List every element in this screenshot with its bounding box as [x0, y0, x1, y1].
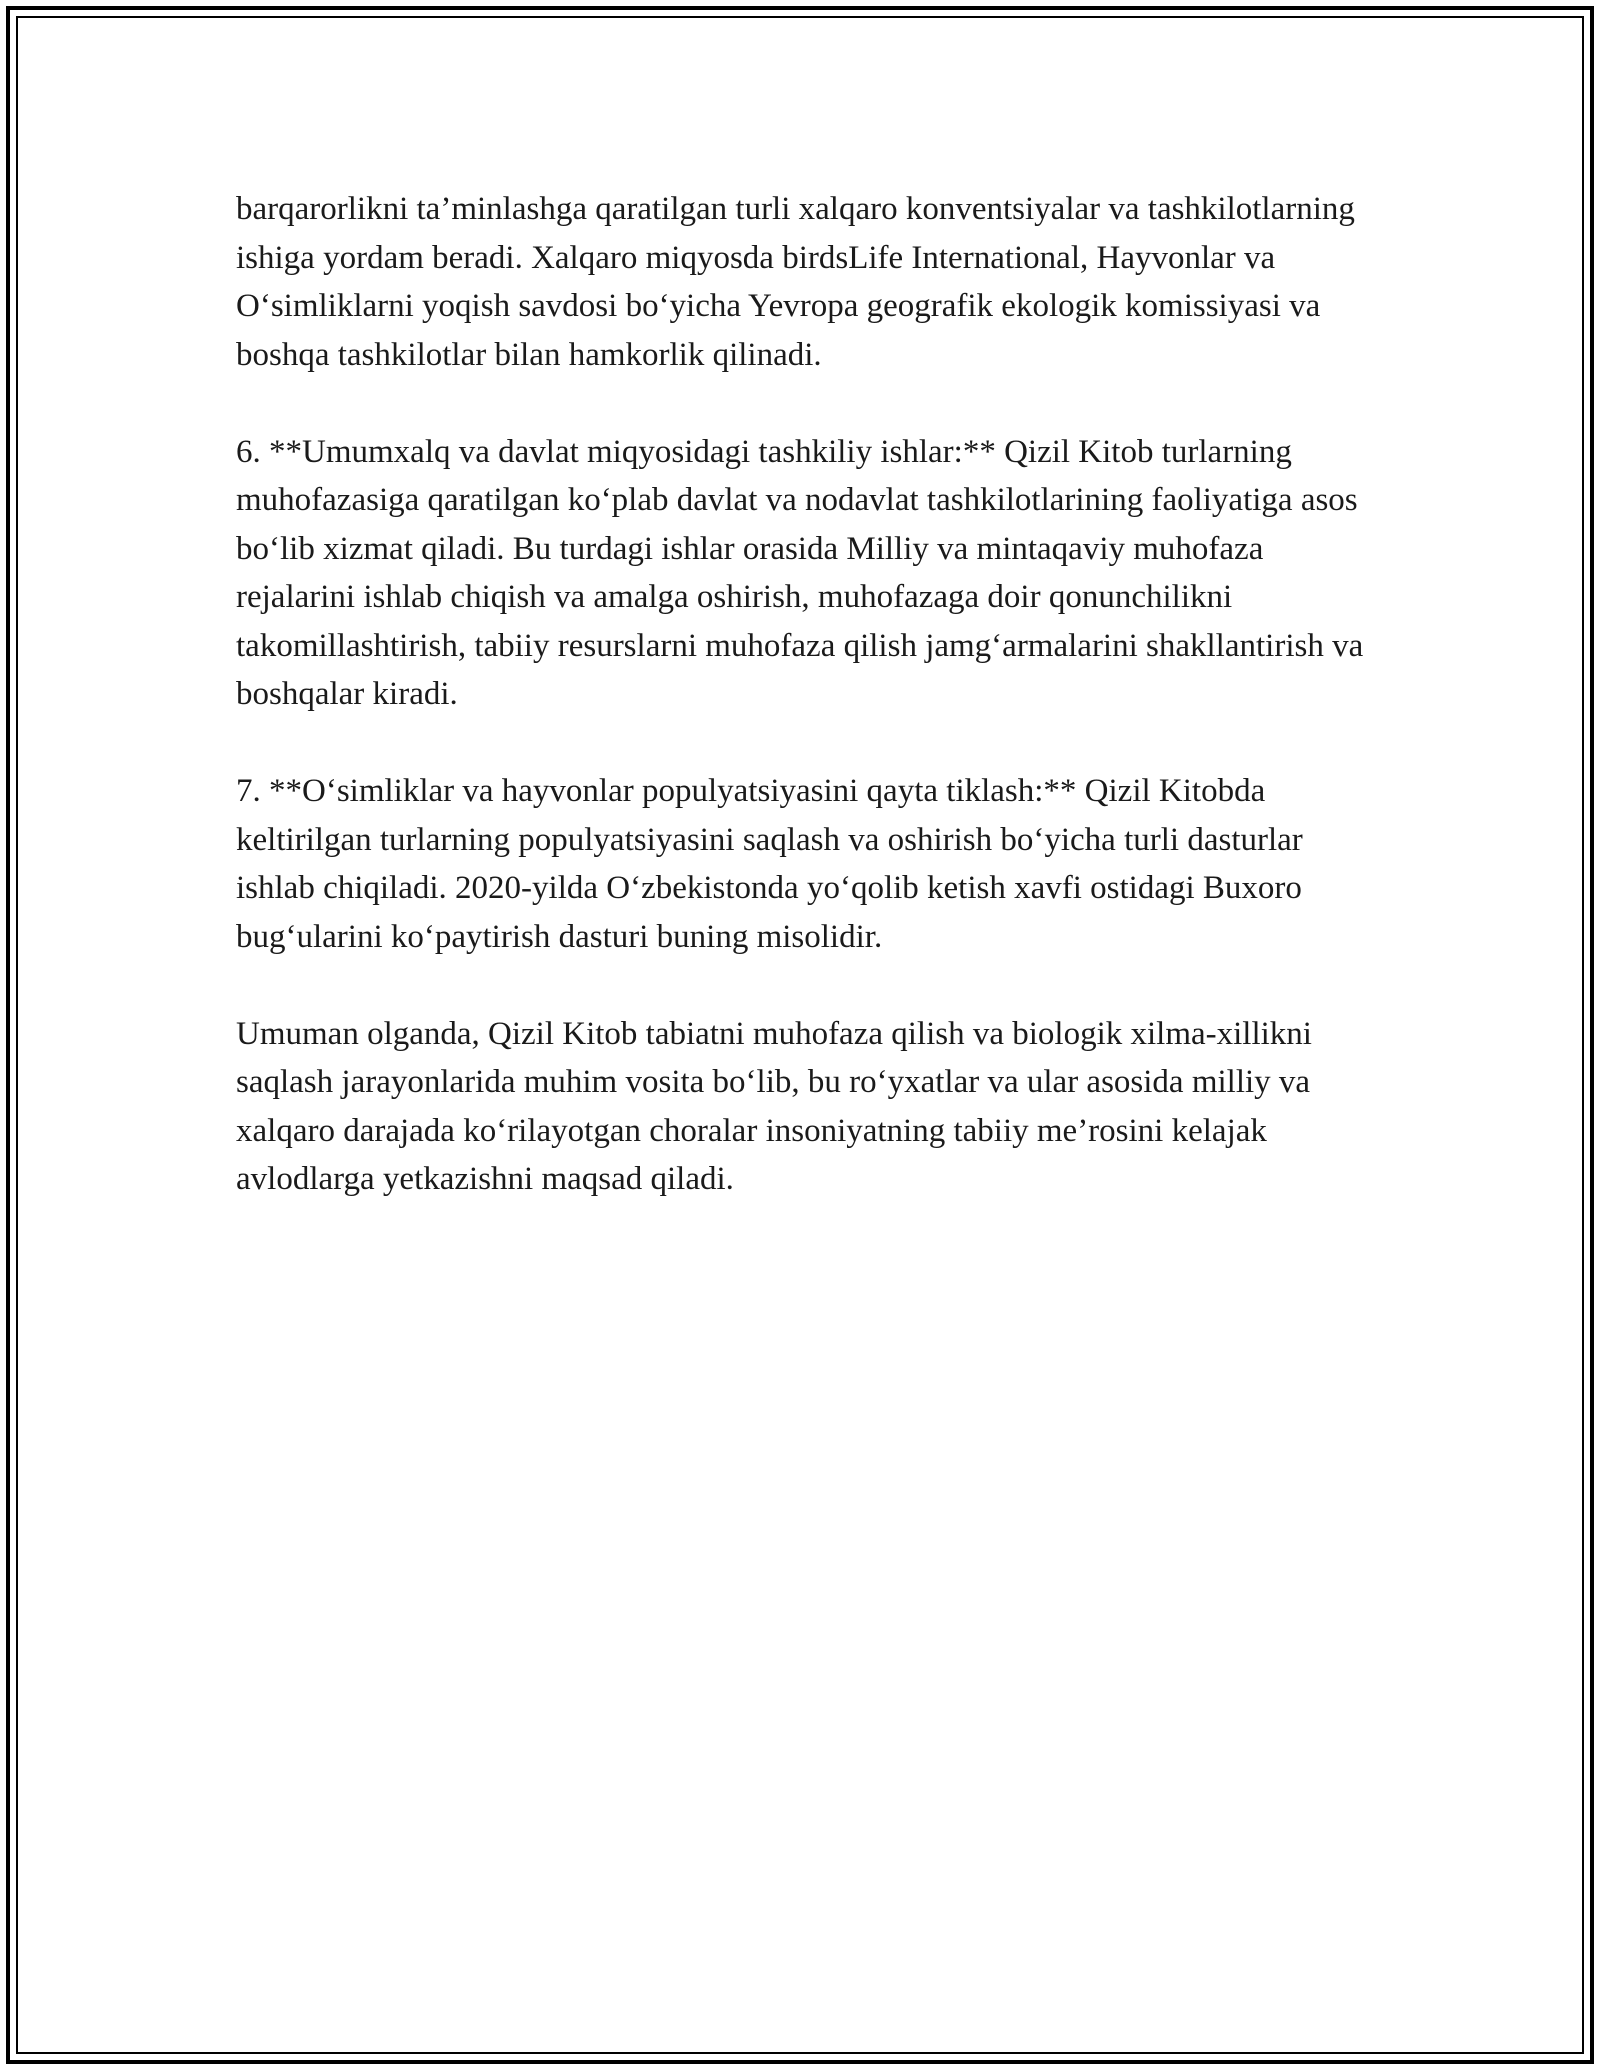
paragraph-item-6: 6. **Umumxalq va davlat miqyosidagi tashkiliy ishlar:** Qizil Kitob turlarning muhofazasiga qaratilgan ko‘plab davlat va nodavlat tashkilotlarining faoliyatiga asos bo‘lib xizmat qiladi. Bu turdagi ishlar orasida Milliy va mintaqaviy muhofaza rejalarini ishlab chiqish va amalga oshirish, muhofazaga doir qonunchilikni takomillashtirish, tabiiy resurslarni muhofaza qilish jamg‘armalarini shakllantirish va boshqalar kiradi.	[236, 433, 1364, 712]
paragraph-conclusion: Umuman olganda, Qizil Kitob tabiatni muhofaza qilish va biologik xilma-xillikni saqlash jarayonlarida muhim vosita bo‘lib, bu ro‘yxatlar va ular asosida milliy va xalqaro darajada ko‘rilayotgan choralar insoniyatning tabiiy me’rosini kelajak avlodlarga yetkazishni maqsad qiladi.	[236, 1015, 1312, 1197]
paragraph-intro: barqarorlikni ta’minlashga qaratilgan turli xalqaro konventsiyalar va tashkilotlarning ishiga yordam beradi. Xalqaro miqyosda birdsLife International, Hayvonlar va O‘simliklarni yoqish savdosi bo‘yicha Yevropa geografik ekologik komissiyasi va boshqa tashkilotlar bilan hamkorlik qilinadi.	[236, 191, 1355, 373]
document-body	[236, 185, 1366, 1252]
paragraph-item-7: 7. **O‘simliklar va hayvonlar populyatsiyasini qayta tiklash:** Qizil Kitobda keltirilgan turlarning populyatsiyasini saqlash va oshirish bo‘yicha turli dasturlar ishlab chiqiladi. 2020-yilda O‘zbekistonda yo‘qolib ketish xavfi ostidagi Buxoro bug‘ularini ko‘paytirish dasturi buning misolidir.	[236, 773, 1303, 955]
